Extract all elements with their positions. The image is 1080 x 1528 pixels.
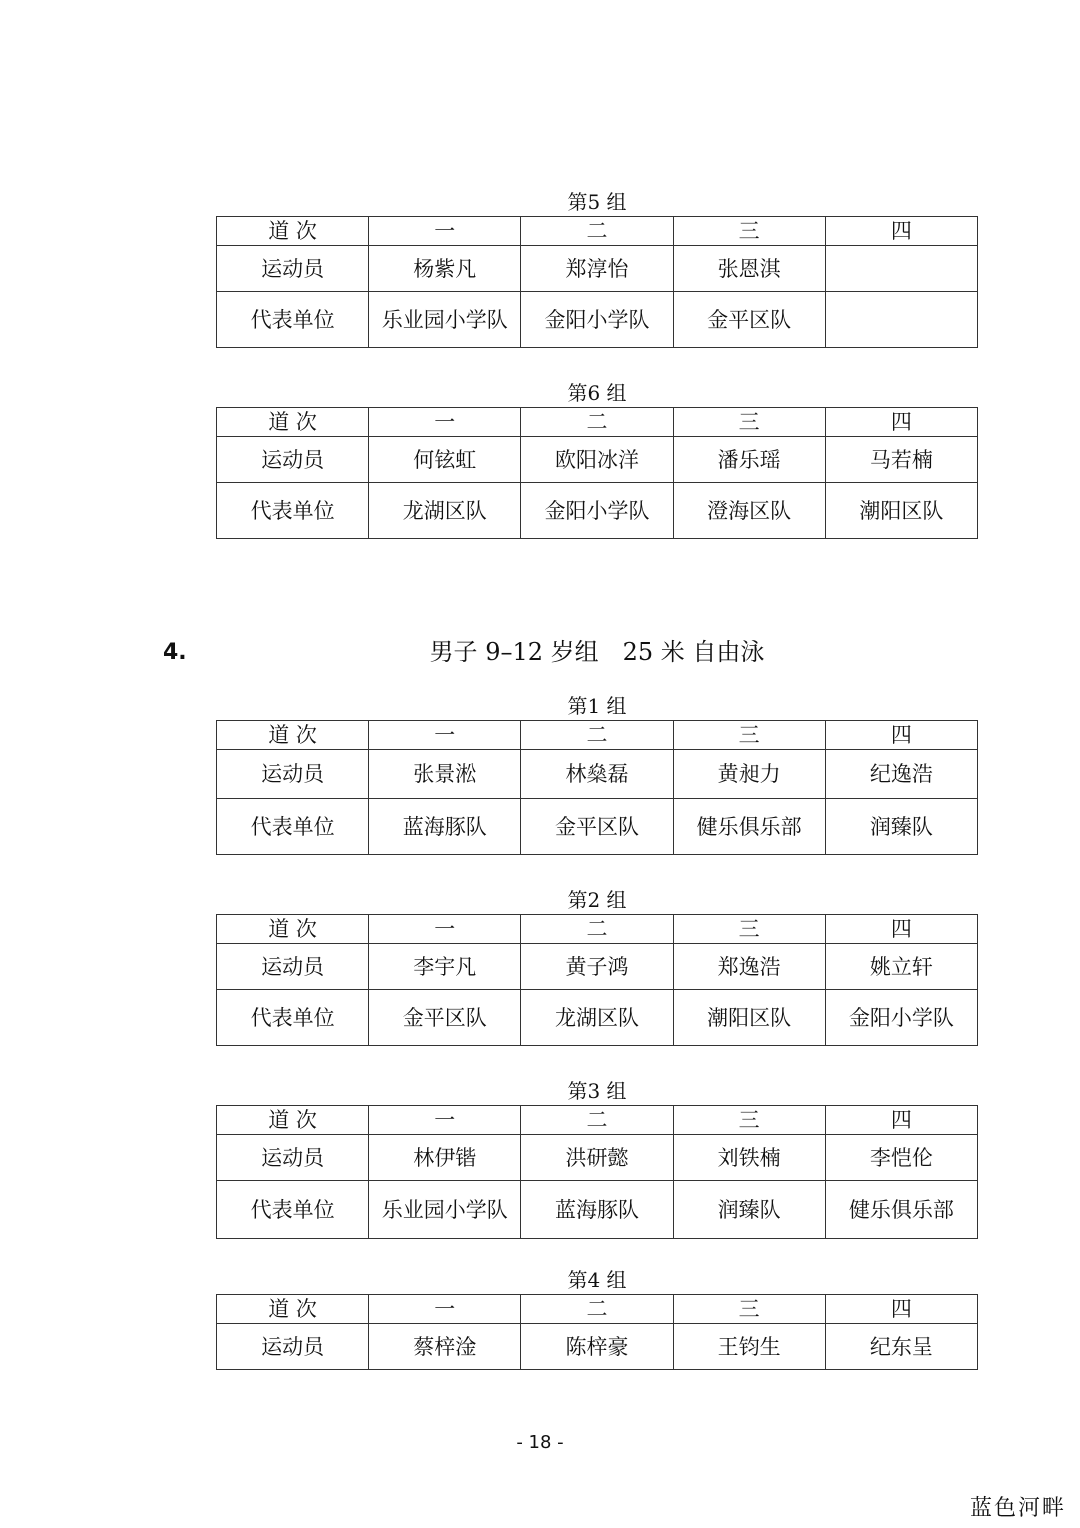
lane-1: 一 — [369, 915, 521, 944]
section-title: 男子 9–12 岁组 25 米 自由泳 — [429, 638, 765, 666]
heat-table — [216, 1105, 978, 1239]
lane-row — [217, 915, 978, 944]
athlete-cell: 黄昶力 — [673, 750, 825, 799]
group-title: 第2 组 — [567, 888, 627, 912]
athlete-cell: 纪逸浩 — [825, 750, 977, 799]
lane-2: 二 — [521, 915, 673, 944]
lane-1: 一 — [369, 1295, 521, 1324]
lane-4: 四 — [825, 217, 977, 246]
lane-label: 道 次 — [217, 408, 369, 437]
unit-row — [217, 990, 978, 1046]
athlete-cell: 张恩淇 — [673, 246, 825, 292]
athlete-row — [217, 1135, 978, 1181]
section-number: 4. — [163, 640, 187, 665]
lane-label: 道 次 — [217, 1106, 369, 1135]
athlete-cell: 纪东呈 — [825, 1324, 977, 1370]
unit-cell: 潮阳区队 — [825, 483, 977, 539]
athlete-cell — [825, 246, 977, 292]
unit-row — [217, 483, 978, 539]
unit-label: 代表单位 — [217, 990, 369, 1046]
lane-row — [217, 1106, 978, 1135]
lane-4: 四 — [825, 915, 977, 944]
lane-row — [217, 1295, 978, 1324]
unit-cell: 金平区队 — [521, 799, 673, 855]
athlete-cell: 欧阳冰洋 — [521, 437, 673, 483]
lane-row — [217, 721, 978, 750]
lane-2: 二 — [521, 1106, 673, 1135]
athlete-label: 运动员 — [217, 1324, 369, 1370]
unit-label: 代表单位 — [217, 799, 369, 855]
athlete-cell: 潘乐瑶 — [673, 437, 825, 483]
athlete-cell: 黄子鸿 — [521, 944, 673, 990]
unit-cell: 龙湖区队 — [369, 483, 521, 539]
unit-cell: 润臻队 — [673, 1181, 825, 1239]
athlete-cell: 马若楠 — [825, 437, 977, 483]
lane-label: 道 次 — [217, 721, 369, 750]
athlete-cell: 刘铁楠 — [673, 1135, 825, 1181]
athlete-row — [217, 246, 978, 292]
unit-cell: 蓝海豚队 — [369, 799, 521, 855]
lane-3: 三 — [673, 721, 825, 750]
unit-cell: 潮阳区队 — [673, 990, 825, 1046]
group-title: 第6 组 — [567, 381, 627, 405]
unit-row — [217, 799, 978, 855]
lane-3: 三 — [673, 915, 825, 944]
lane-1: 一 — [369, 721, 521, 750]
lane-row — [217, 217, 978, 246]
lane-3: 三 — [673, 408, 825, 437]
group-title: 第3 组 — [567, 1079, 627, 1103]
athlete-cell: 郑逸浩 — [673, 944, 825, 990]
unit-cell: 金平区队 — [673, 292, 825, 348]
unit-label: 代表单位 — [217, 1181, 369, 1239]
lane-label: 道 次 — [217, 217, 369, 246]
unit-label: 代表单位 — [217, 483, 369, 539]
heat-table — [216, 216, 978, 348]
heat-table — [216, 1294, 978, 1370]
athlete-row — [217, 1324, 978, 1370]
athlete-cell: 李恺伦 — [825, 1135, 977, 1181]
lane-4: 四 — [825, 1295, 977, 1324]
athlete-row — [217, 750, 978, 799]
athlete-cell: 洪研懿 — [521, 1135, 673, 1181]
lane-3: 三 — [673, 1106, 825, 1135]
unit-label: 代表单位 — [217, 292, 369, 348]
unit-cell: 龙湖区队 — [521, 990, 673, 1046]
page-number: - 18 - — [516, 1432, 564, 1453]
lane-1: 一 — [369, 408, 521, 437]
unit-cell — [825, 292, 977, 348]
lane-4: 四 — [825, 721, 977, 750]
lane-row — [217, 408, 978, 437]
unit-cell: 乐业园小学队 — [369, 292, 521, 348]
lane-4: 四 — [825, 408, 977, 437]
heat-table — [216, 720, 978, 855]
athlete-label: 运动员 — [217, 944, 369, 990]
athlete-cell: 王钧生 — [673, 1324, 825, 1370]
athlete-cell: 陈梓豪 — [521, 1324, 673, 1370]
lane-3: 三 — [673, 217, 825, 246]
unit-cell: 健乐俱乐部 — [825, 1181, 977, 1239]
lane-3: 三 — [673, 1295, 825, 1324]
heat-table — [216, 914, 978, 1046]
unit-cell: 润臻队 — [825, 799, 977, 855]
unit-cell: 健乐俱乐部 — [673, 799, 825, 855]
athlete-cell: 何铉虹 — [369, 437, 521, 483]
unit-cell: 金阳小学队 — [825, 990, 977, 1046]
athlete-cell: 林伊锴 — [369, 1135, 521, 1181]
unit-cell: 乐业园小学队 — [369, 1181, 521, 1239]
athlete-label: 运动员 — [217, 1135, 369, 1181]
athlete-label: 运动员 — [217, 246, 369, 292]
unit-row — [217, 1181, 978, 1239]
lane-2: 二 — [521, 1295, 673, 1324]
unit-cell: 蓝海豚队 — [521, 1181, 673, 1239]
group-title: 第1 组 — [567, 694, 627, 718]
lane-label: 道 次 — [217, 1295, 369, 1324]
lane-2: 二 — [521, 721, 673, 750]
unit-row — [217, 292, 978, 348]
athlete-cell: 杨紫凡 — [369, 246, 521, 292]
athlete-label: 运动员 — [217, 750, 369, 799]
lane-1: 一 — [369, 1106, 521, 1135]
unit-cell: 金阳小学队 — [521, 483, 673, 539]
heat-table — [216, 407, 978, 539]
athlete-cell: 李宇凡 — [369, 944, 521, 990]
lane-2: 二 — [521, 217, 673, 246]
unit-cell: 金阳小学队 — [521, 292, 673, 348]
athlete-row — [217, 944, 978, 990]
watermark: 蓝色河畔 — [969, 1496, 1066, 1521]
lane-label: 道 次 — [217, 915, 369, 944]
athlete-row — [217, 437, 978, 483]
athlete-cell: 郑淳怡 — [521, 246, 673, 292]
athlete-label: 运动员 — [217, 437, 369, 483]
lane-4: 四 — [825, 1106, 977, 1135]
athlete-cell: 张景淞 — [369, 750, 521, 799]
athlete-cell: 蔡梓淦 — [369, 1324, 521, 1370]
unit-cell: 澄海区队 — [673, 483, 825, 539]
lane-1: 一 — [369, 217, 521, 246]
group-title: 第5 组 — [567, 190, 627, 214]
athlete-cell: 姚立轩 — [825, 944, 977, 990]
lane-2: 二 — [521, 408, 673, 437]
group-title: 第4 组 — [567, 1268, 627, 1292]
athlete-cell: 林燊磊 — [521, 750, 673, 799]
unit-cell: 金平区队 — [369, 990, 521, 1046]
